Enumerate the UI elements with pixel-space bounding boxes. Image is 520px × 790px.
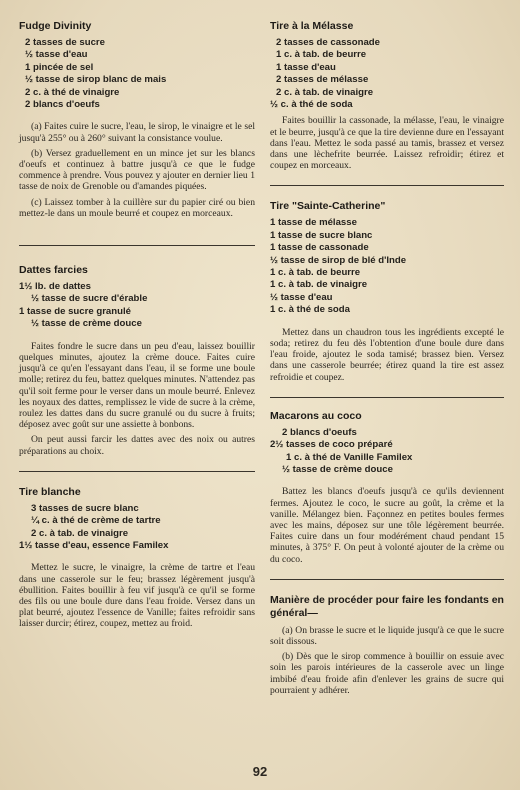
- recipe-fudge-divinity: [19, 20, 255, 219]
- recipe-step: (a) On brasse le sucre et le liquide jusqu'à ce que le sucre soit dissous.: [270, 624, 504, 647]
- ingredient: ½ tasse de sirop de blé d'Inde: [270, 254, 407, 266]
- ingredient: 1 pincée de sel: [25, 61, 94, 73]
- ingredient: 1 c. à thé de Vanille Familex: [286, 451, 413, 463]
- ingredient: 1 tasse d'eau: [276, 61, 336, 73]
- recipe-step: Faites bouillir la cassonade, la mélasse, l'eau, le vinaigre et le beurre, jusqu'à ce que la tire devienne dure en l'essayant dans l'eau. Mettez le soda passé au tamis, brassez et versez dans une lèchefrite beurrée. Laissez refroidir; étirez et coupez en morceaux.: [270, 115, 504, 172]
- divider: [19, 471, 255, 472]
- recipe-step: Mettez dans un chaudron tous les ingrédients excepté le soda; retirez du feu dès l'obtention d'une boule dure dans l'eau froide, ajoutez le soda tamisé; brassez bien. Versez dans une casserole beurrée; étirez quand la tire est assez refroidie et coupez.: [270, 326, 504, 383]
- ingredient: 2 blancs d'oeufs: [25, 99, 100, 111]
- ingredient: 2 c. à thé de vinaigre: [25, 86, 120, 98]
- recipe-step: (c) Laissez tomber à la cuillère sur du papier ciré ou bien mettez-le dans un moule beurré et coupez en morceaux.: [19, 196, 255, 219]
- ingredient: 2 blancs d'oeufs: [282, 426, 357, 438]
- ingredient: 2 tasses de mélasse: [276, 74, 369, 86]
- ingredient: 1½ tasse d'eau, essence Familex: [19, 539, 169, 551]
- ingredient: 1½ lb. de dattes: [19, 281, 91, 293]
- recipe-macarons-coco: [270, 410, 504, 565]
- ingredient: ½ tasse d'eau: [25, 49, 88, 61]
- ingredient: 1 c. à tab. de vinaigre: [270, 279, 368, 291]
- ingredient: 1 tasse de sucre blanc: [270, 229, 373, 241]
- recipe-step: Battez les blancs d'oeufs jusqu'à ce qu'ils deviennent fermes. Ajoutez le coco, le sucre au goût, la crème et la vanille. Mélangez bien. Façonnez en petites boules fermes avec les mains, déposez sur une tôle légèrement beurrée. Faites cuire dans un four modérément chaud pendant 15 minutes, à 375° F. On peut à volonté ajouter de la crème ou du coco.: [270, 486, 504, 565]
- recipe-dattes-farcies: [19, 264, 255, 457]
- section-title: Manière de procéder pour faire les fondants en général—: [270, 593, 504, 619]
- right-column: [270, 20, 504, 696]
- ingredient: 2 tasses de cassonade: [276, 37, 380, 48]
- divider: [270, 579, 504, 580]
- recipe-title: Tire blanche: [19, 485, 81, 498]
- divider: [270, 185, 504, 186]
- section-maniere-de-proceder: [270, 594, 504, 696]
- recipe-step: (b) Dès que le sirop commence à bouillir on essuie avec soin les parois intérieures de la casserole avec un linge imbibé d'eau froide afin d'enlever les grains de sucre qui pourraient y adhérer.: [270, 651, 504, 696]
- ingredient: 1 tasse de sucre granulé: [19, 305, 131, 317]
- recipe-tire-sainte-catherine: [270, 200, 504, 382]
- divider: [270, 397, 504, 398]
- recipe-title: Dattes farcies: [19, 264, 88, 277]
- ingredient: 2 tasses de sucre: [25, 37, 106, 48]
- ingredient: 1 tasse de mélasse: [270, 217, 357, 229]
- recipe-title: Macarons au coco: [270, 409, 362, 422]
- ingredient: 2½ tasses de coco préparé: [270, 439, 393, 451]
- page-number: 92: [252, 764, 268, 779]
- recipe-step: Faites fondre le sucre dans un peu d'eau, laissez bouillir quelques minutes, ajoutez la crème douce. Faites cuire jusqu'à ce qu'en l'essayant dans l'eau, il se forme une boule molle; retirez du feu, battez quelques minutes. N'attendez pas qu'il soit ferme pour le verser dans un moule beurré. Enlevez les noyaux des dattes, remplissez le vide de sucre à la crème, roulez les dattes dans du sucre granulé ou du sucre à fruits; déposez avec goût sur une assiette à bonbons.: [19, 340, 255, 431]
- recipe-tire-blanche: [19, 486, 255, 630]
- ingredient: ½ tasse de crème douce: [31, 318, 142, 330]
- ingredient: 3 tasses de sucre blanc: [31, 502, 139, 514]
- ingredient: 1 c. à tab. de beurre: [270, 267, 361, 279]
- recipe-title: Tire "Sainte-Catherine": [270, 200, 386, 213]
- divider: [19, 245, 255, 246]
- ingredient: 2 c. à tab. de vinaigre: [276, 86, 374, 98]
- recipe-tire-melasse: [270, 20, 504, 171]
- ingredient: ¼ c. à thé de crème de tartre: [31, 515, 161, 527]
- ingredient: 2 c. à tab. de vinaigre: [31, 527, 129, 539]
- recipe-step: On peut aussi farcir les dattes avec des noix ou autres préparations au choix.: [19, 434, 255, 457]
- ingredient: ½ tasse de sirop blanc de mais: [25, 74, 167, 86]
- recipe-step: Mettez le sucre, le vinaigre, la crème de tartre et l'eau dans une casserole sur le feu; brassez légèrement jusqu'à ébullition. Faites bouillir à feu vif jusqu'à ce qu'il se forme des fils ou une boule dure dans l'eau froide. Versez dans un plat beurré, ajoutez l'essence de Vanille; faites refroidir sans laisser durcir; étirez, coupez, mettez au froid.: [19, 562, 255, 630]
- recipe-step: (b) Versez graduellement en un mince jet sur les blancs d'oeufs et continuez à battre jusqu'à ce que le fudge commence à prendre. Vous pouvez y ajouter en dernier lieu 1 tasse de noix de Grenoble ou d'amandes piquées.: [19, 147, 255, 193]
- ingredient: ½ tasse de crème douce: [282, 463, 393, 475]
- ingredient: 1 tasse de cassonade: [270, 242, 369, 254]
- recipe-step: (a) Faites cuire le sucre, l'eau, le sirop, le vinaigre et le sel jusqu'à 255° ou à 260° suivant la consistance voulue.: [19, 121, 255, 144]
- ingredient: ½ tasse d'eau: [270, 291, 333, 303]
- ingredient: 1 c. à tab. de beurre: [276, 49, 367, 61]
- ingredient: 1 c. à thé de soda: [270, 304, 350, 316]
- recipe-title: Fudge Divinity: [19, 20, 92, 32]
- recipe-title: Tire à la Mélasse: [270, 20, 354, 32]
- ingredient: ½ tasse de sucre d'érable: [31, 293, 148, 305]
- ingredient: ½ c. à thé de soda: [270, 99, 353, 111]
- left-column: [19, 20, 255, 630]
